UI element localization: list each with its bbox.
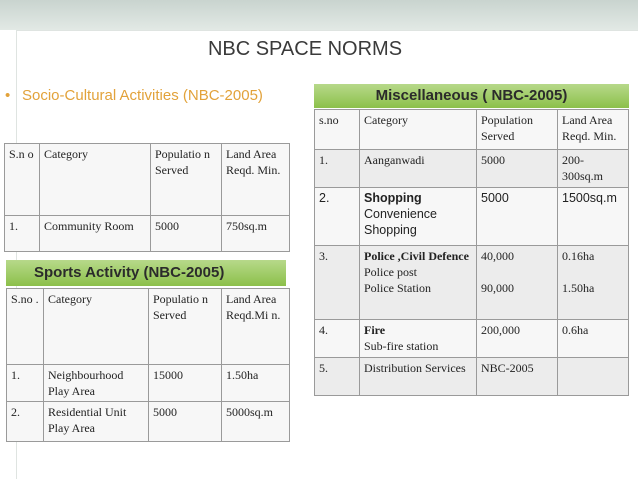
header-cell: s.no (315, 110, 360, 150)
table-cell: 2. (7, 402, 44, 442)
table-row (7, 365, 290, 402)
table-cell (360, 188, 477, 246)
table-cell: Aanganwadi (360, 150, 477, 188)
top-band (0, 0, 638, 30)
table-cell (558, 358, 629, 396)
table-cell: Distribution Services (360, 358, 477, 396)
header-cell: S.n o (5, 144, 40, 216)
area-value: 0.16ha (562, 249, 595, 263)
misc-heading (314, 84, 629, 108)
table-cell (477, 246, 558, 320)
table-cell: 0.6ha (558, 320, 629, 358)
sports-table (6, 288, 290, 442)
table-header-row (7, 289, 290, 365)
table-cell: Neighbourhood Play Area (44, 365, 149, 402)
category-sub: Sub-fire station (364, 339, 439, 353)
slide-title: NBC SPACE NORMS (207, 38, 403, 60)
area-value: 1.50ha (562, 281, 595, 295)
table-cell: NBC-2005 (477, 358, 558, 396)
header-cell: Category (44, 289, 149, 365)
bullet-socio-cultural (5, 86, 270, 106)
table-cell: 1. (315, 150, 360, 188)
category-title: Shopping (364, 191, 422, 205)
table-cell (360, 320, 477, 358)
category-sub: Shopping (364, 223, 417, 237)
category-sub: Police Station (364, 281, 431, 295)
table-cell: 1.50ha (222, 365, 290, 402)
header-cell: Populatio n Served (151, 144, 222, 216)
table-cell: 5000sq.m (222, 402, 290, 442)
misc-heading-text: Miscellaneous ( NBC-2005) (375, 87, 568, 104)
header-cell: Population Served (477, 110, 558, 150)
header-cell: Category (360, 110, 477, 150)
population-value: 90,000 (481, 281, 514, 295)
category-title: Police ,Civil Defence (364, 249, 469, 263)
table-row (315, 150, 629, 188)
table-cell (558, 246, 629, 320)
table-cell: 1. (5, 216, 40, 252)
sports-heading (6, 260, 286, 286)
table-cell: 2. (315, 188, 360, 246)
table-row (5, 216, 290, 252)
table-row (315, 188, 629, 246)
table-header-row (315, 110, 629, 150)
misc-table (314, 109, 629, 396)
category-sub: Convenience (364, 207, 437, 221)
category-sub: Police post (364, 265, 417, 279)
table-cell: 3. (315, 246, 360, 320)
table-cell: Community Room (40, 216, 151, 252)
table-cell: 5000 (477, 188, 558, 246)
bullet-marker: • (5, 87, 11, 104)
table-cell: 15000 (149, 365, 222, 402)
socio-cultural-table (4, 143, 290, 252)
table-cell: 200,000 (477, 320, 558, 358)
table-row (315, 358, 629, 396)
header-cell: Land Area Reqd. Min. (222, 144, 290, 216)
table-row (7, 402, 290, 442)
table-cell: 5. (315, 358, 360, 396)
header-cell: Category (40, 144, 151, 216)
table-cell: 750sq.m (222, 216, 290, 252)
sports-heading-text: Sports Activity (NBC-2005) (34, 264, 225, 281)
frame-line-horizontal (16, 30, 638, 31)
table-cell: 1500sq.m (558, 188, 629, 246)
table-cell: Residential Unit Play Area (44, 402, 149, 442)
population-value: 40,000 (481, 249, 514, 263)
table-cell: 5000 (149, 402, 222, 442)
table-cell (360, 246, 477, 320)
table-cell: 1. (7, 365, 44, 402)
table-cell: 200-300sq.m (558, 150, 629, 188)
header-cell: Populatio n Served (149, 289, 222, 365)
table-cell: 4. (315, 320, 360, 358)
header-cell: Land Area Reqd. Min. (558, 110, 629, 150)
category-title: Fire (364, 323, 386, 337)
table-cell: 5000 (477, 150, 558, 188)
header-cell: S.no . (7, 289, 44, 365)
bullet-text: Socio-Cultural Activities (NBC-2005) (22, 87, 263, 104)
table-row (315, 320, 629, 358)
table-cell: 5000 (151, 216, 222, 252)
header-cell: Land Area Reqd.Mi n. (222, 289, 290, 365)
table-row (315, 246, 629, 320)
table-header-row (5, 144, 290, 216)
